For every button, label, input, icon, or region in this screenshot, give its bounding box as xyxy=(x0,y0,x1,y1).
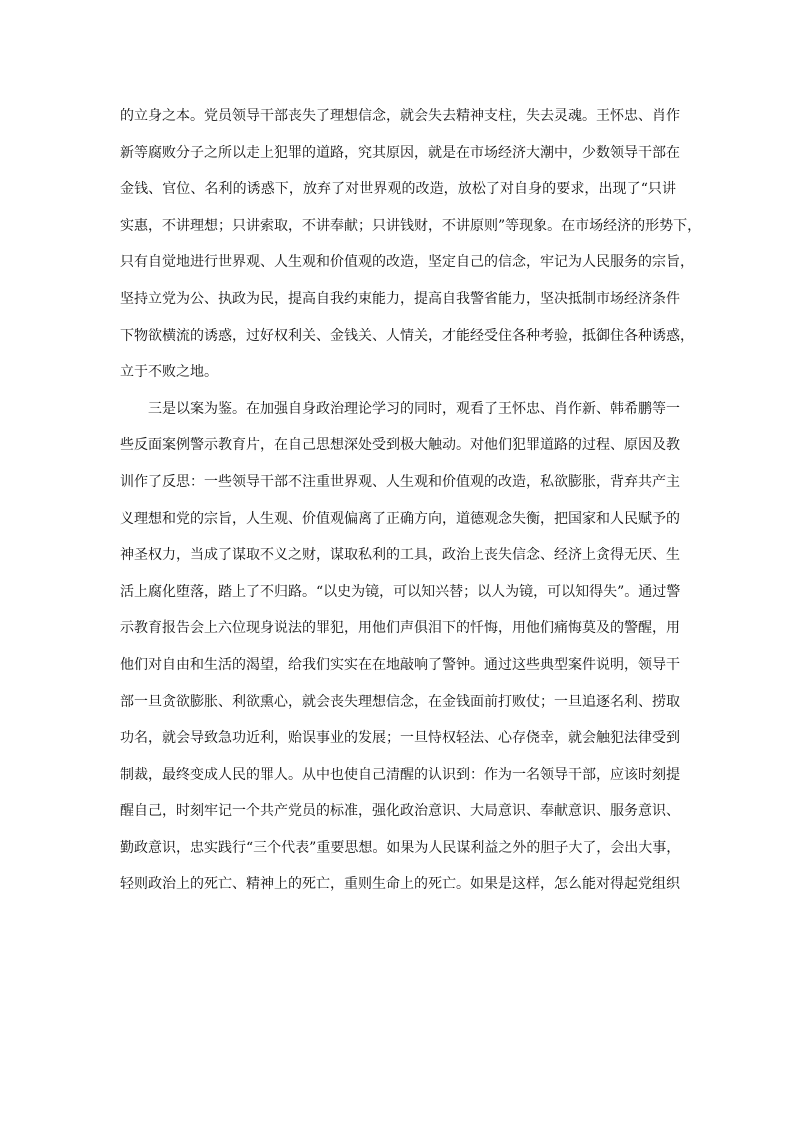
text-line: 醒自己，时刻牢记一个共产党员的标准，强化政治意识、大局意识、奉献意识、服务意识、 xyxy=(120,803,680,820)
text-line: 功名，就会导致急功近利，贻误事业的发展；一旦恃权轻法、心存侥幸，就会触犯法律受到 xyxy=(120,730,680,747)
text-line: 三是以案为鉴。在加强自身政治理论学习的同时，观看了王怀忠、肖作新、韩希鹏等一 xyxy=(148,400,680,417)
text-line: 示教育报告会上六位现身说法的罪犯，用他们声俱泪下的忏悔，用他们痛悔莫及的警醒，用 xyxy=(120,620,680,637)
text-line: 活上腐化堕落，踏上了不归路。“以史为镜，可以知兴替；以人为镜，可以知得失”。通过警 xyxy=(120,583,681,600)
text-line: 勤政意识，忠实践行“三个代表”重要思想。如果为人民谋利益之外的胆子大了，会出大事， xyxy=(120,839,681,856)
text-line: 神圣权力，当成了谋取不义之财，谋取私利的工具，政治上丧失信念、经济上贪得无厌、生 xyxy=(120,547,680,564)
text-line: 的立身之本。党员领导干部丧失了理想信念，就会失去精神支柱，失去灵魂。王怀忠、肖作 xyxy=(120,108,680,124)
text-line: 立于不败之地。 xyxy=(120,364,218,381)
paragraph-2 xyxy=(120,391,681,903)
text-line: 新等腐败分子之所以走上犯罪的道路，究其原因，就是在市场经济大潮中，少数领导干部在 xyxy=(120,144,680,161)
text-line: 只有自觉地进行世界观、人生观和价值观的改造，坚定自己的信念，牢记为人民服务的宗旨， xyxy=(120,254,694,271)
text-line: 金钱、官位、名利的诱惑下，放弃了对世界观的改造，放松了对自身的要求，出现了“只讲 xyxy=(120,181,676,198)
text-line: 他们对自由和生活的渴望，给我们实实在在地敲响了警钟。通过这些典型案件说明，领导干 xyxy=(120,656,680,673)
text-line: 训作了反思：一些领导干部不注重世界观、人生观和价值观的改造，私欲膨胀，背弃共产主 xyxy=(120,473,680,490)
text-line: 部一旦贪欲膨胀、利欲熏心，就会丧失理想信念，在金钱面前打败仗；一旦追逐名利、捞取 xyxy=(120,693,680,710)
paragraph-1 xyxy=(120,98,702,391)
text-line: 下物欲横流的诱惑，过好权利关、金钱关、人情关，才能经受住各种考验，抵御住各种诱惑， xyxy=(120,327,694,344)
text-line: 些反面案例警示教育片，在自己思想深处受到极大触动。对他们犯罪道路的过程、原因及教 xyxy=(120,437,680,454)
text-line: 坚持立党为公、执政为民，提高自我约束能力，提高自我警省能力，坚决抵制市场经济条件 xyxy=(120,290,680,307)
document-body xyxy=(120,98,702,903)
text-line: 制裁，最终变成人民的罪人。从中也使自己清醒的认识到：作为一名领导干部，应该时刻提 xyxy=(120,766,680,783)
text-line: 义理想和党的宗旨，人生观、价值观偏离了正确方向，道德观念失衡，把国家和人民赋予的 xyxy=(120,510,680,527)
text-line: 实惠，不讲理想；只讲索取，不讲奉献；只讲钱财，不讲原则”等现象。在市场经济的形势下， xyxy=(120,217,702,234)
text-line: 轻则政治上的死亡、精神上的死亡，重则生命上的死亡。如果是这样，怎么能对得起党组织 xyxy=(120,876,680,893)
